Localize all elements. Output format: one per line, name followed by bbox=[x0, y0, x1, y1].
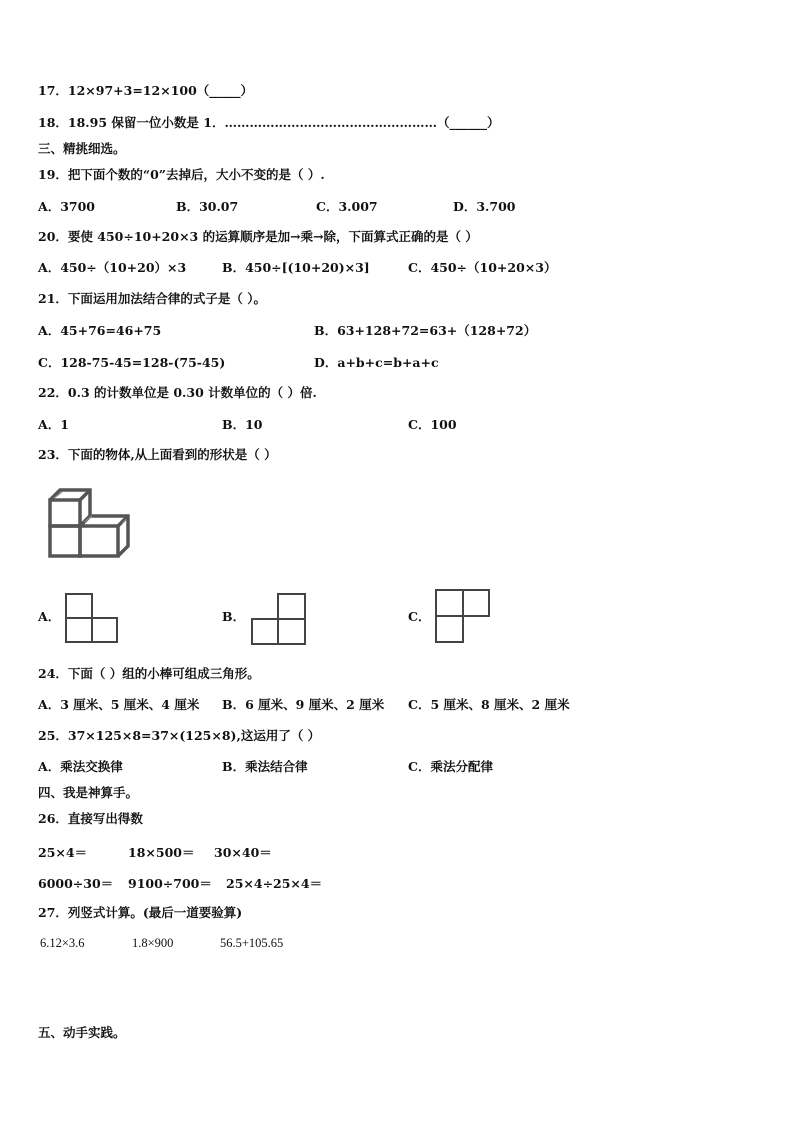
question-22-stem: 22．0.3 的计数单位是 0.30 计数单位的（ ）倍. bbox=[38, 385, 317, 400]
q26-item-2: 18×500＝ bbox=[128, 845, 195, 860]
q24-option-b: B．6 厘米、9 厘米、2 厘米 bbox=[222, 697, 385, 712]
q23-option-a-shape bbox=[64, 592, 120, 644]
q27-item-1: 6.12×3.6 bbox=[40, 936, 85, 950]
q26-item-1: 25×4＝ bbox=[38, 845, 88, 860]
q21-option-b: B．63+128+72=63+（128+72） bbox=[314, 323, 537, 338]
q26-item-5: 9100÷700＝ bbox=[128, 876, 212, 891]
question-27-stem: 27．列竖式计算。(最后一道要验算) bbox=[38, 905, 243, 920]
question-19-stem: 19．把下面个数的“0”去掉后，大小不变的是（ ）. bbox=[38, 167, 325, 182]
q20-option-c: C．450÷（10+20×3） bbox=[408, 260, 557, 275]
q22-option-b: B．10 bbox=[222, 417, 263, 432]
question-18: 18．18.95 保留一位小数是 1．……………………………………………（______） bbox=[38, 115, 500, 130]
q23-option-b-shape bbox=[250, 592, 308, 646]
question-17: 17．12×97+3=12×100（_____） bbox=[38, 83, 254, 98]
q23-option-c-shape bbox=[434, 588, 492, 644]
q19-option-d: D．3.700 bbox=[453, 199, 516, 214]
q23-option-a: A． bbox=[38, 609, 61, 624]
q25-option-b: B．乘法结合律 bbox=[222, 759, 308, 774]
q20-option-b: B．450÷[(10+20)×3] bbox=[222, 260, 370, 275]
question-20-stem: 20．要使 450÷10+20×3 的运算顺序是加→乘→除，下面算式正确的是（ ） bbox=[38, 229, 478, 244]
q21-option-d: D．a+b+c=b+a+c bbox=[314, 355, 439, 370]
q23-option-c: C． bbox=[408, 609, 431, 624]
q22-option-a: A．1 bbox=[38, 417, 69, 432]
q23-option-b: B． bbox=[222, 609, 246, 624]
cubes-figure bbox=[46, 486, 136, 560]
section-5-title: 五、动手实践。 bbox=[38, 1025, 126, 1040]
q27-item-2: 1.8×900 bbox=[132, 936, 174, 950]
q19-option-c: C．3.007 bbox=[316, 199, 378, 214]
q24-option-c: C．5 厘米、8 厘米、2 厘米 bbox=[408, 697, 570, 712]
section-4-title: 四、我是神算手。 bbox=[38, 785, 139, 800]
question-23-stem: 23．下面的物体,从上面看到的形状是（ ） bbox=[38, 447, 277, 462]
q26-item-6: 25×4÷25×4＝ bbox=[226, 876, 323, 891]
q21-option-c: C．128-75-45=128-(75-45) bbox=[38, 355, 226, 370]
question-25-stem: 25．37×125×8=37×(125×8),这运用了（ ） bbox=[38, 728, 321, 743]
q24-option-a: A．3 厘米、5 厘米、4 厘米 bbox=[38, 697, 200, 712]
q25-option-a: A．乘法交换律 bbox=[38, 759, 123, 774]
q19-option-b: B．30.07 bbox=[176, 199, 239, 214]
question-21-stem: 21．下面运用加法结合律的式子是（ ）。 bbox=[38, 291, 266, 306]
q25-option-c: C．乘法分配律 bbox=[408, 759, 493, 774]
q26-item-3: 30×40＝ bbox=[214, 845, 272, 860]
q27-item-3: 56.5+105.65 bbox=[220, 936, 284, 950]
q22-option-c: C．100 bbox=[408, 417, 457, 432]
q19-option-a: A．3700 bbox=[38, 199, 95, 214]
q21-option-a: A．45+76=46+75 bbox=[38, 323, 162, 338]
q20-option-a: A．450÷（10+20）×3 bbox=[38, 260, 187, 275]
q26-item-4: 6000÷30＝ bbox=[38, 876, 114, 891]
section-3-title: 三、精挑细选。 bbox=[38, 141, 126, 156]
question-24-stem: 24．下面（ ）组的小棒可组成三角形。 bbox=[38, 666, 260, 681]
question-26-stem: 26．直接写出得数 bbox=[38, 811, 143, 826]
